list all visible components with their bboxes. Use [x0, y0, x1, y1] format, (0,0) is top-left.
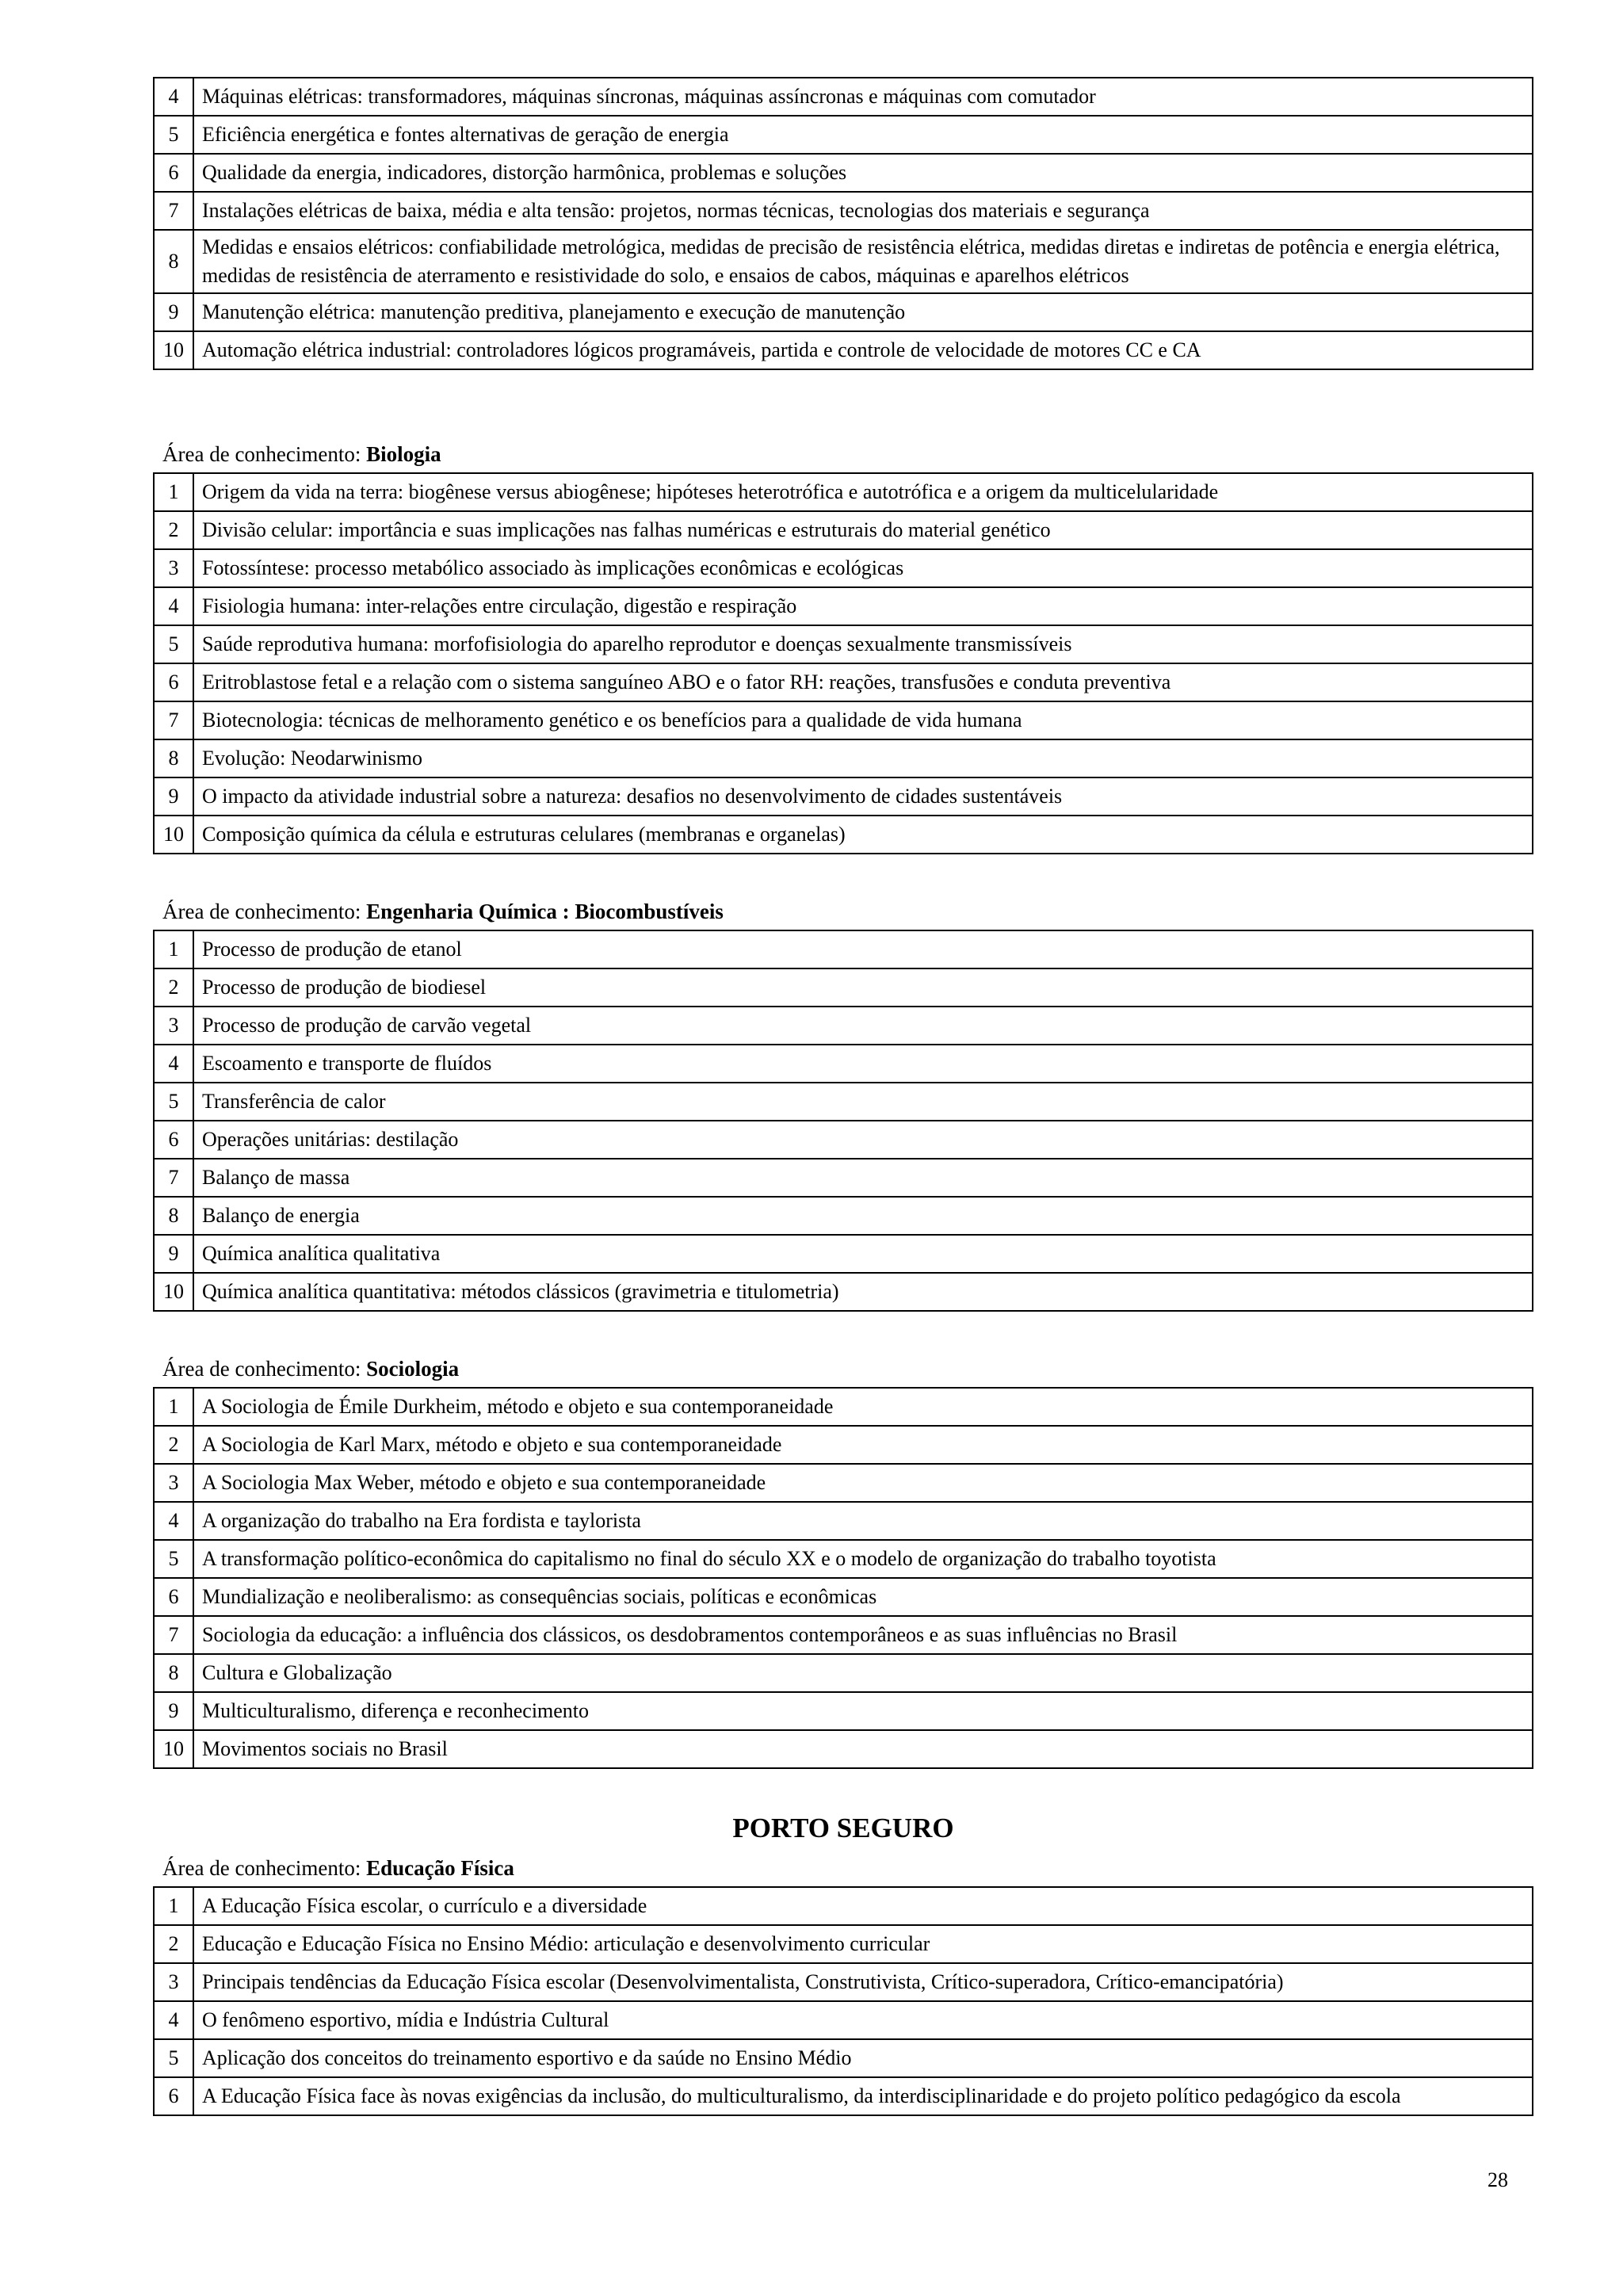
row-topic: Química analítica quantitativa: métodos clássicos (gravimetria e titulometria) — [193, 1273, 1533, 1311]
row-number: 1 — [154, 473, 193, 511]
row-number: 1 — [154, 1887, 193, 1925]
table-row — [154, 625, 1533, 663]
row-number: 9 — [154, 293, 193, 331]
row-number: 7 — [154, 1616, 193, 1654]
campus-title: PORTO SEGURO — [732, 1813, 954, 1843]
area-label-prefix: Área de conhecimento: — [162, 900, 367, 923]
row-topic: Química analítica qualitativa — [193, 1235, 1533, 1273]
row-number: 4 — [154, 587, 193, 625]
row-number: 6 — [154, 1578, 193, 1616]
row-number: 3 — [154, 549, 193, 587]
row-number: 7 — [154, 1159, 193, 1197]
table-row — [154, 663, 1533, 701]
table-row — [154, 1388, 1533, 1426]
table-row — [154, 1730, 1533, 1768]
table-row — [154, 192, 1533, 230]
topics-table-biologia — [153, 472, 1533, 854]
area-label-educacao-fisica — [162, 1855, 514, 1881]
row-number: 2 — [154, 968, 193, 1007]
row-number: 6 — [154, 663, 193, 701]
table-row — [154, 777, 1533, 816]
table-row — [154, 1273, 1533, 1311]
row-number: 2 — [154, 1925, 193, 1963]
row-topic: Mundialização e neoliberalismo: as consequências sociais, políticas e econômicas — [193, 1578, 1533, 1616]
row-topic: Biotecnologia: técnicas de melhoramento genético e os benefícios para a qualidade de vida humana — [193, 701, 1533, 739]
area-name: Engenharia Química : Biocombustíveis — [366, 900, 724, 923]
row-number: 10 — [154, 816, 193, 854]
area-label-prefix: Área de conhecimento: — [162, 1856, 367, 1880]
page-number: 28 — [1487, 2168, 1508, 2191]
table-row — [154, 739, 1533, 777]
row-number: 3 — [154, 1963, 193, 2001]
area-label-prefix: Área de conhecimento: — [162, 1357, 367, 1381]
row-number: 9 — [154, 777, 193, 816]
row-number: 8 — [154, 1197, 193, 1235]
table-row — [154, 1502, 1533, 1540]
table-row — [154, 1692, 1533, 1730]
row-topic: A Sociologia de Karl Marx, método e objeto e sua contemporaneidade — [193, 1426, 1533, 1464]
table-row — [154, 549, 1533, 587]
area-name: Sociologia — [366, 1357, 460, 1381]
row-topic: Saúde reprodutiva humana: morfofisiologia do aparelho reprodutor e doenças sexualmente transmissíveis — [193, 625, 1533, 663]
row-number: 5 — [154, 625, 193, 663]
row-number: 5 — [154, 1083, 193, 1121]
area-name: Educação Física — [366, 1856, 514, 1880]
row-topic: Operações unitárias: destilação — [193, 1121, 1533, 1159]
table-row — [154, 930, 1533, 968]
row-topic: Processo de produção de biodiesel — [193, 968, 1533, 1007]
row-topic: A Sociologia de Émile Durkheim, método e objeto e sua contemporaneidade — [193, 1388, 1533, 1426]
row-topic: Eficiência energética e fontes alternativas de geração de energia — [193, 116, 1533, 154]
row-number: 2 — [154, 1426, 193, 1464]
row-number: 6 — [154, 1121, 193, 1159]
table-row — [154, 2077, 1533, 2115]
table-row — [154, 1887, 1533, 1925]
row-number: 4 — [154, 1502, 193, 1540]
row-number: 5 — [154, 1540, 193, 1578]
row-topic: A organização do trabalho na Era fordista e taylorista — [193, 1502, 1533, 1540]
table-row — [154, 1654, 1533, 1692]
row-topic: Educação e Educação Física no Ensino Médio: articulação e desenvolvimento curricular — [193, 1925, 1533, 1963]
area-label-biologia — [162, 441, 441, 468]
row-topic: Fisiologia humana: inter-relações entre circulação, digestão e respiração — [193, 587, 1533, 625]
row-topic: Balanço de energia — [193, 1197, 1533, 1235]
table-row — [154, 968, 1533, 1007]
row-topic: Processo de produção de etanol — [193, 930, 1533, 968]
table-row — [154, 78, 1533, 116]
table-row — [154, 230, 1533, 293]
row-topic: Aplicação dos conceitos do treinamento esportivo e da saúde no Ensino Médio — [193, 2039, 1533, 2077]
area-name: Biologia — [366, 442, 441, 466]
row-topic: Movimentos sociais no Brasil — [193, 1730, 1533, 1768]
table-row — [154, 511, 1533, 549]
table-row — [154, 1235, 1533, 1273]
row-number: 10 — [154, 331, 193, 369]
table-row — [154, 1083, 1533, 1121]
row-number: 6 — [154, 2077, 193, 2115]
row-topic: O fenômeno esportivo, mídia e Indústria Cultural — [193, 2001, 1533, 2039]
table-row — [154, 473, 1533, 511]
row-number: 8 — [154, 230, 193, 293]
table-row — [154, 1197, 1533, 1235]
row-number: 7 — [154, 192, 193, 230]
row-number: 3 — [154, 1007, 193, 1045]
row-topic: Automação elétrica industrial: controladores lógicos programáveis, partida e controle de velocidade de motores CC e CA — [193, 331, 1533, 369]
row-topic: Processo de produção de carvão vegetal — [193, 1007, 1533, 1045]
row-topic: O impacto da atividade industrial sobre a natureza: desafios no desenvolvimento de cidades sustentáveis — [193, 777, 1533, 816]
row-topic: A transformação político-econômica do capitalismo no final do século XX e o modelo de organização do trabalho toyotista — [193, 1540, 1533, 1578]
row-topic: Composição química da célula e estruturas celulares (membranas e organelas) — [193, 816, 1533, 854]
row-number: 8 — [154, 1654, 193, 1692]
table-row — [154, 154, 1533, 192]
row-number: 8 — [154, 739, 193, 777]
table-row — [154, 1121, 1533, 1159]
row-number: 4 — [154, 2001, 193, 2039]
table-row — [154, 1007, 1533, 1045]
table-row — [154, 293, 1533, 331]
table-row — [154, 1540, 1533, 1578]
table-row — [154, 1578, 1533, 1616]
table-row — [154, 116, 1533, 154]
table-row — [154, 1963, 1533, 2001]
row-topic: Instalações elétricas de baixa, média e alta tensão: projetos, normas técnicas, tecnologias dos materiais e segurança — [193, 192, 1533, 230]
row-topic: Manutenção elétrica: manutenção preditiva, planejamento e execução de manutenção — [193, 293, 1533, 331]
row-topic: A Educação Física face às novas exigências da inclusão, do multiculturalismo, da interdisciplinaridade e do projeto político pedagógico da escola — [193, 2077, 1533, 2115]
row-number: 7 — [154, 701, 193, 739]
row-number: 5 — [154, 2039, 193, 2077]
table-row — [154, 331, 1533, 369]
row-number: 3 — [154, 1464, 193, 1502]
table-row — [154, 701, 1533, 739]
table-row — [154, 1925, 1533, 1963]
row-topic: Eritroblastose fetal e a relação com o sistema sanguíneo ABO e o fator RH: reações, transfusões e conduta preventiva — [193, 663, 1533, 701]
row-topic: A Sociologia Max Weber, método e objeto e sua contemporaneidade — [193, 1464, 1533, 1502]
row-topic: Transferência de calor — [193, 1083, 1533, 1121]
table-row — [154, 1464, 1533, 1502]
table-row — [154, 2039, 1533, 2077]
row-number: 10 — [154, 1730, 193, 1768]
row-topic: Evolução: Neodarwinismo — [193, 739, 1533, 777]
table-row — [154, 2001, 1533, 2039]
row-topic: Balanço de massa — [193, 1159, 1533, 1197]
row-topic: Divisão celular: importância e suas implicações nas falhas numéricas e estruturais do material genético — [193, 511, 1533, 549]
table-row — [154, 587, 1533, 625]
row-topic: Qualidade da energia, indicadores, distorção harmônica, problemas e soluções — [193, 154, 1533, 192]
area-label-engenharia-quimica — [162, 898, 724, 925]
row-number: 1 — [154, 930, 193, 968]
row-topic: Sociologia da educação: a influência dos clássicos, os desdobramentos contemporâneos e as suas influências no Brasil — [193, 1616, 1533, 1654]
row-number: 4 — [154, 1045, 193, 1083]
row-topic: Fotossíntese: processo metabólico associado às implicações econômicas e ecológicas — [193, 549, 1533, 587]
table-row — [154, 1045, 1533, 1083]
topics-table-educacao-fisica — [153, 1886, 1533, 2116]
table-row — [154, 816, 1533, 854]
row-number: 9 — [154, 1692, 193, 1730]
row-topic: A Educação Física escolar, o currículo e a diversidade — [193, 1887, 1533, 1925]
row-topic: Cultura e Globalização — [193, 1654, 1533, 1692]
row-number: 9 — [154, 1235, 193, 1273]
topics-table-engenharia-eletrica — [153, 77, 1533, 370]
row-number: 6 — [154, 154, 193, 192]
row-number: 5 — [154, 116, 193, 154]
table-row — [154, 1616, 1533, 1654]
row-number: 4 — [154, 78, 193, 116]
row-topic: Escoamento e transporte de fluídos — [193, 1045, 1533, 1083]
row-number: 1 — [154, 1388, 193, 1426]
topics-table-sociologia — [153, 1387, 1533, 1769]
table-row — [154, 1426, 1533, 1464]
row-number: 10 — [154, 1273, 193, 1311]
area-label-sociologia — [162, 1355, 459, 1382]
table-row — [154, 1159, 1533, 1197]
topics-table-engenharia-quimica — [153, 930, 1533, 1312]
row-topic: Máquinas elétricas: transformadores, máquinas síncronas, máquinas assíncronas e máquinas com comutador — [193, 78, 1533, 116]
row-topic: Principais tendências da Educação Física escolar (Desenvolvimentalista, Construtivista, Crítico-superadora, Crítico-emancipatória) — [193, 1963, 1533, 2001]
area-label-prefix: Área de conhecimento: — [162, 442, 367, 466]
row-topic: Multiculturalismo, diferença e reconhecimento — [193, 1692, 1533, 1730]
row-topic: Origem da vida na terra: biogênese versus abiogênese; hipóteses heterotrófica e autotrófica e a origem da multicelularidade — [193, 473, 1533, 511]
row-topic: Medidas e ensaios elétricos: confiabilidade metrológica, medidas de precisão de resistência elétrica, medidas diretas e indiretas de potência e energia elétrica, medidas de resistência de aterramento e resistividade do solo, e ensaios de cabos, máquinas e aparelhos elétricos — [193, 230, 1533, 293]
row-number: 2 — [154, 511, 193, 549]
